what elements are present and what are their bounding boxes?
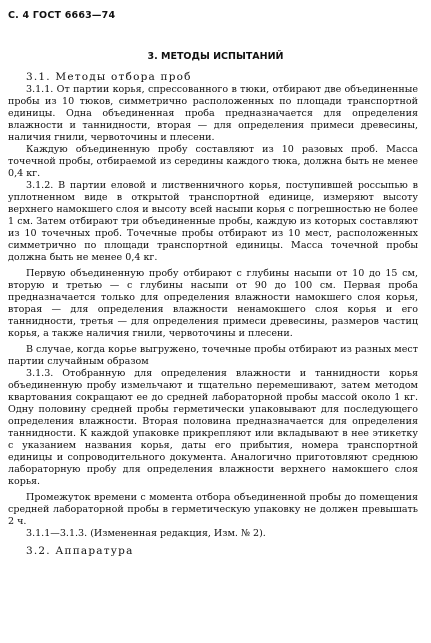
subsection-heading-3-1: 3.1. Методы отбора проб bbox=[26, 71, 192, 83]
page-header: С. 4 ГОСТ 6663—74 bbox=[8, 10, 116, 21]
paragraph-unloaded-bark: В случае, когда корье выгружено, точечные пробы отбирают из разных мест партии случайным образом bbox=[8, 344, 418, 367]
paragraph-time-limit: Промежуток времени с момента отбора объединенной пробы до помещения средней лабораторной пробы в герметическую упаковку не должен превышать 2 ч. bbox=[8, 492, 418, 527]
document-body bbox=[8, 70, 418, 558]
paragraph-sample-depth: Первую объединенную пробу отбирают с глубины насыпи от 10 до 15 см, вторую и третью — с глубины насыпи от 90 до 100 см. Первая проба предназначается только для определения влажности намокшего слоя корья, вторая — для определения влажности ненамокшего слоя корья и его таннидности, третья — для определения примеси древесины, размеров частиц корья, а также наличия гнили, червоточины и плесени. bbox=[8, 268, 418, 339]
section-title: 3. МЕТОДЫ ИСПЫТАНИЙ bbox=[147, 51, 284, 62]
subsection-heading-3-2: 3.2. Аппаратура bbox=[26, 545, 134, 557]
amendment-note: 3.1.1—3.1.3. (Измененная редакция, Изм. № 2). bbox=[26, 528, 266, 539]
paragraph-sample-mass: Каждую объединенную пробу составляют из 10 разовых проб. Масса точечной пробы, отбираемой из середины каждого тюка, должна быть не менее 0,4 кг. bbox=[8, 144, 418, 179]
paragraph-3-1-2: 3.1.2. В партии еловой и лиственничного корья, поступившей россыпью в уплотненном виде в открытой транспортной единице, измеряют высоту верхнего намокшего слоя и высоту всей насыпи корья с погрешностью не более 1 см. Затем отбирают три объединенные пробы, каждую из которых составляют из 10 точечных проб. Точечные пробы отбирают из 10 мест, расположенных симметрично по площади транспортной единицы. Масса точечной пробы должна быть не менее 0,4 кг. bbox=[8, 180, 418, 263]
paragraph-3-1-3: 3.1.3. Отобранную для определения влажности и таннидности корья объединенную пробу измельчают и тщательно перемешивают, затем методом квартования сокращают ее до средней лабораторной пробы массой около 1 кг. Одну половину средней пробы герметически упаковывают для последующего определения влажности. Вторая половина предназначается для определения таннидности. К каждой упаковке прикрепляют или вкладывают в нее этикетку с указанием названия корья, даты его прибытия, номера транспортной единицы и сопроводительного документа. Аналогично приготовляют среднюю лабораторную пробу для определения влажности верхнего намокшего слоя корья. bbox=[8, 368, 418, 487]
paragraph-3-1-1: 3.1.1. От партии корья, спрессованного в тюки, отбирают две объединенные пробы из 10 тюков, симметрично расположенных по площади транспортной единицы. Одна объединенная проба предназначается для определения влажности и таннидности, вторая — для определения примеси древесины, наличия гнили, червоточины и плесени. bbox=[8, 84, 418, 143]
